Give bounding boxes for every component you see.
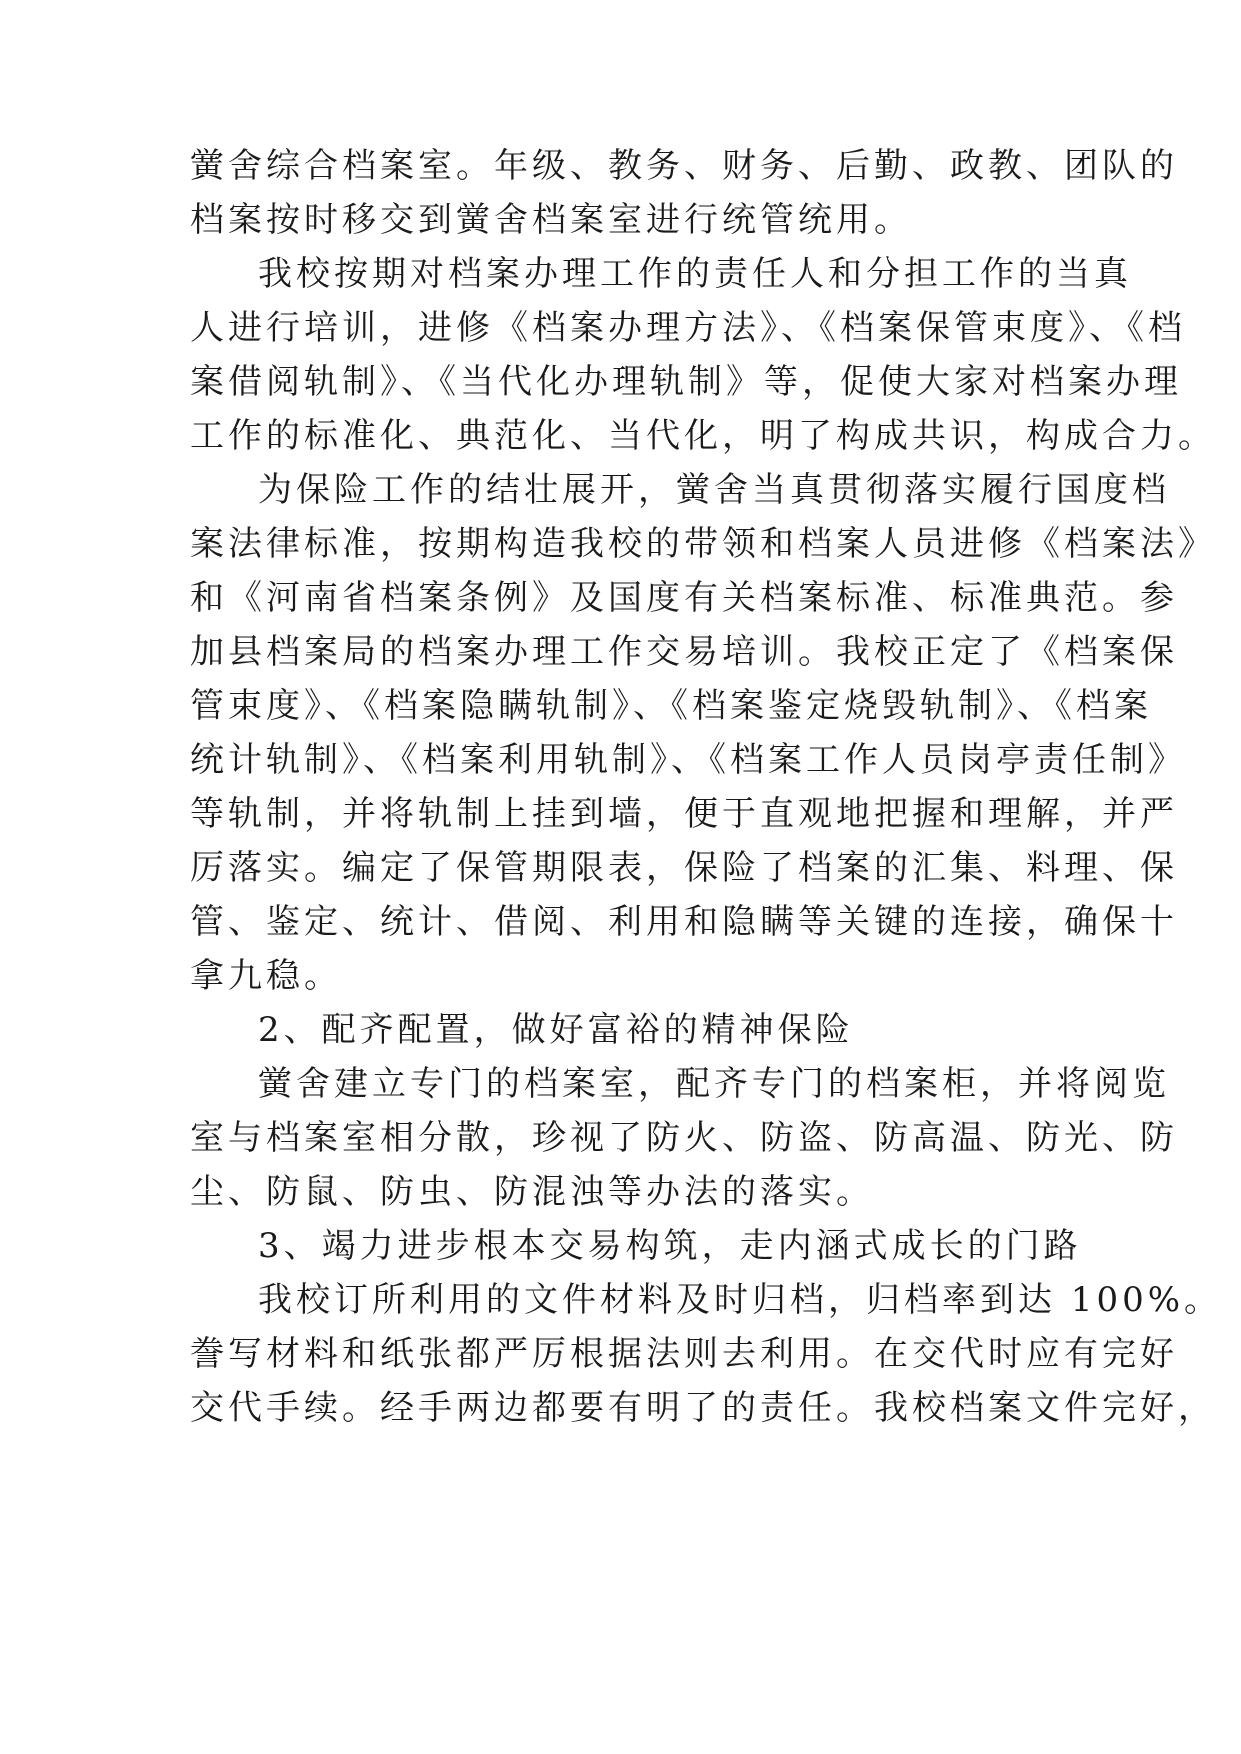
text-line-19: 室与档案室相分散，珍视了防火、防盗、防高温、防光、防	[190, 1118, 1178, 1158]
section-heading-2: 2、配齐配置，做好富裕的精神保险	[258, 1010, 854, 1050]
text-line-1: 黉舍综合档案室。年级、教务、财务、后勤、政教、团队的	[190, 146, 1178, 186]
text-line-2: 档案按时移交到黉舍档案室进行统管统用。	[190, 200, 912, 240]
text-line-7: 为保险工作的结壮展开，黉舍当真贯彻落实履行国度档	[258, 470, 1170, 510]
section-heading-3: 3、竭力进步根本交易构筑，走内涵式成长的门路	[258, 1226, 1082, 1266]
text-line-9: 和《河南省档案条例》及国度有关档案标准、标准典范。参	[190, 578, 1178, 618]
text-line-15: 管、鉴定、统计、借阅、利用和隐瞒等关键的连接，确保十	[190, 902, 1178, 942]
text-line-6: 工作的标准化、典范化、当代化，明了构成共识，构成合力。	[190, 416, 1216, 456]
text-line-18: 黉舍建立专门的档案室，配齐专门的档案柜，并将阅览	[258, 1064, 1170, 1104]
text-line-5: 案借阅轨制》、《当代化办理轨制》等，促使大家对档案办理	[190, 362, 1182, 402]
text-line-14: 厉落实。编定了保管期限表，保险了档案的汇集、料理、保	[190, 848, 1178, 888]
text-line-3: 我校按期对档案办理工作的责任人和分担工作的当真	[258, 254, 1132, 294]
text-line-8: 案法律标准，按期构造我校的带领和档案人员进修《档案法》	[190, 524, 1216, 564]
text-line-4: 人进行培训，进修《档案办理方法》、《档案保管束度》、《档	[190, 308, 1186, 348]
text-line-24: 交代手续。经手两边都要有明了的责任。我校档案文件完好，	[190, 1388, 1216, 1428]
text-line-13: 等轨制，并将轨制上挂到墙，便于直观地把握和理解，并严	[190, 794, 1178, 834]
text-line-23: 誊写材料和纸张都严厉根据法则去利用。在交代时应有完好	[190, 1334, 1178, 1374]
text-line-16: 拿九稳。	[190, 956, 342, 996]
text-line-10: 加县档案局的档案办理工作交易培训。我校正定了《档案保	[190, 632, 1178, 672]
text-line-20: 尘、防鼠、防虫、防混浊等办法的落实。	[190, 1172, 874, 1212]
text-line-11: 管束度》、《档案隐瞒轨制》、《档案鉴定烧毁轨制》、《档案	[190, 686, 1152, 726]
text-line-22: 我校订所利用的文件材料及时归档，归档率到达 100%。	[258, 1280, 1223, 1320]
text-line-12: 统计轨制》、《档案利用轨制》、《档案工作人员岗亭责任制》	[190, 740, 1186, 780]
